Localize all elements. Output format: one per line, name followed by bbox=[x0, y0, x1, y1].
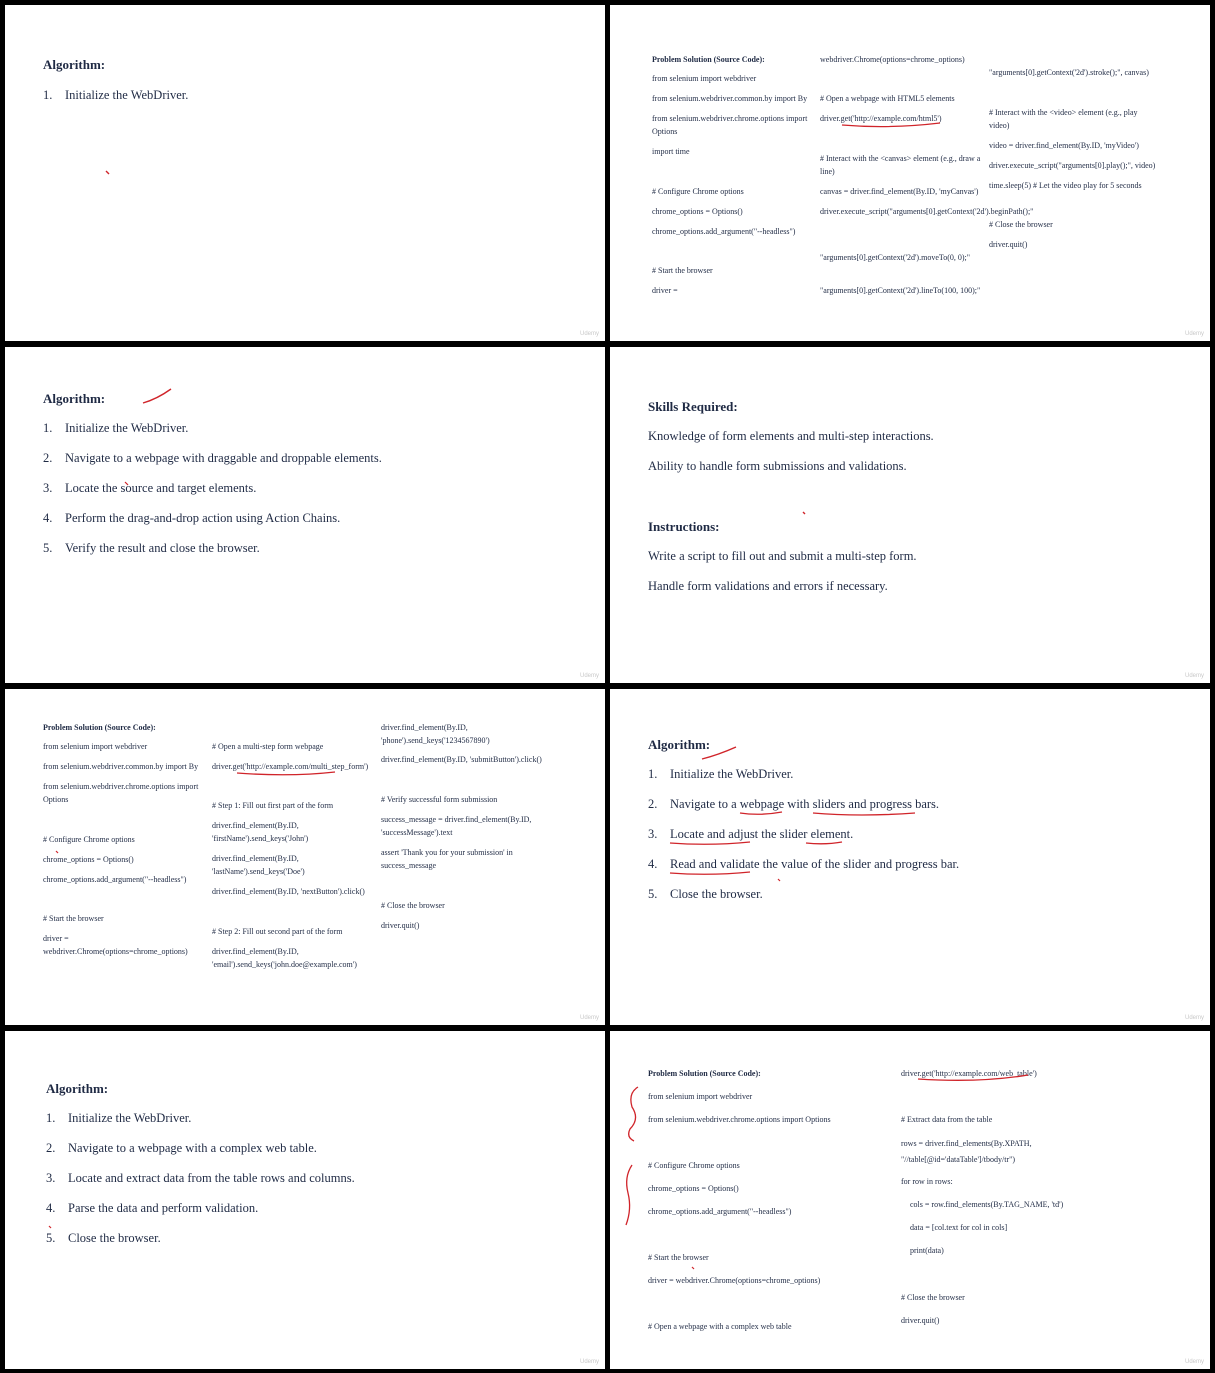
code-comment: # Configure Chrome options bbox=[652, 187, 744, 196]
code-line: driver.find_element(By.ID, 'lastName').send_keys('Doe') bbox=[212, 854, 305, 876]
code-comment: # Verify successful form submission bbox=[381, 795, 498, 804]
step-text: Navigate to a webpage with sliders and progress bars. bbox=[670, 797, 940, 811]
instructions-heading: Instructions: bbox=[648, 519, 720, 534]
step-text: Locate and adjust the slider element. bbox=[670, 827, 854, 841]
slide-heading: Algorithm: bbox=[43, 57, 106, 72]
code-comment: # Configure Chrome options bbox=[648, 1161, 740, 1170]
step-number: 2. bbox=[43, 451, 53, 465]
code-line: driver.find_element(By.ID, 'firstName').send_keys('John') bbox=[212, 821, 309, 843]
step-number: 2. bbox=[648, 797, 658, 811]
step-number: 1. bbox=[648, 767, 658, 781]
code-line: for row in rows: bbox=[901, 1177, 953, 1186]
code-line: chrome_options = Options() bbox=[43, 855, 134, 864]
skill-item: Knowledge of form elements and multi-step interactions. bbox=[648, 429, 934, 443]
slide-1 bbox=[5, 5, 605, 341]
code-comment: # Interact with the <video> element (e.g., play video) bbox=[989, 108, 1138, 130]
slide-6 bbox=[610, 689, 1210, 1025]
code-line: "arguments[0].getContext('2d').moveTo(0, 0);" bbox=[820, 253, 971, 262]
code-line: from selenium.webdriver.common.by import By bbox=[652, 94, 808, 103]
step-number: 4. bbox=[46, 1201, 56, 1215]
watermark: Udemy bbox=[579, 1359, 599, 1365]
slide-8 bbox=[610, 1031, 1210, 1369]
list-item bbox=[43, 481, 256, 496]
code-line: from selenium.webdriver.chrome.options import Options bbox=[652, 114, 808, 136]
code-comment: # Open a webpage with a complex web table bbox=[648, 1322, 792, 1331]
step-number: 3. bbox=[43, 481, 53, 495]
slide-2 bbox=[610, 5, 1210, 341]
code-line: driver.find_element(By.ID, 'phone').send_keys('1234567890') bbox=[381, 723, 490, 745]
code-line: from selenium.webdriver.common.by import By bbox=[43, 762, 199, 771]
code-comment: # Close the browser bbox=[381, 901, 445, 910]
code-line: chrome_options.add_argument("--headless") bbox=[648, 1207, 792, 1216]
red-ink-mark bbox=[5, 5, 605, 341]
list-item bbox=[648, 887, 763, 902]
code-line: chrome_options.add_argument("--headless") bbox=[652, 227, 796, 236]
step-number: 4. bbox=[648, 857, 658, 871]
code-line: from selenium import webdriver bbox=[648, 1092, 753, 1101]
list-item bbox=[46, 1111, 191, 1126]
code-line: chrome_options = Options() bbox=[652, 207, 743, 216]
code-comment: # Start the browser bbox=[43, 914, 104, 923]
step-text: Initialize the WebDriver. bbox=[68, 1111, 192, 1125]
step-number: 1. bbox=[43, 88, 53, 102]
watermark: Udemy bbox=[579, 673, 599, 679]
slide-heading: Algorithm: bbox=[46, 1081, 109, 1096]
code-comment: # Open a multi-step form webpage bbox=[212, 742, 324, 751]
code-line: driver.find_element(By.ID, 'email').send_keys('john.doe@example.com') bbox=[212, 947, 357, 969]
step-text: Navigate to a webpage with a complex web table. bbox=[68, 1141, 317, 1155]
skill-item: Ability to handle form submissions and validations. bbox=[648, 459, 907, 473]
code-line: from selenium import webdriver bbox=[43, 742, 148, 751]
list-item bbox=[46, 1171, 355, 1186]
code-line: driver.find_element(By.ID, 'submitButton').click() bbox=[381, 755, 542, 764]
code-line: driver.quit() bbox=[901, 1316, 940, 1325]
step-text: Verify the result and close the browser. bbox=[65, 541, 260, 555]
code-line: driver.execute_script("arguments[0].play();", video) bbox=[989, 161, 1156, 170]
code-line: success_message = driver.find_element(By.ID, 'successMessage').text bbox=[381, 815, 532, 837]
slide-4 bbox=[610, 347, 1210, 683]
watermark: Udemy bbox=[579, 1015, 599, 1021]
code-line: driver.find_element(By.ID, 'nextButton').click() bbox=[212, 887, 365, 896]
code-line: chrome_options = Options() bbox=[648, 1184, 739, 1193]
code-line: chrome_options.add_argument("--headless") bbox=[43, 875, 187, 884]
code-comment: # Open a webpage with HTML5 elements bbox=[820, 94, 955, 103]
code-line: from selenium import webdriver bbox=[652, 74, 757, 83]
code-title: Problem Solution (Source Code): bbox=[648, 1069, 761, 1078]
step-number: 1. bbox=[43, 421, 53, 435]
watermark: Udemy bbox=[1184, 1015, 1204, 1021]
step-text: Locate and extract data from the table rows and columns. bbox=[68, 1171, 355, 1185]
step-number: 3. bbox=[648, 827, 658, 841]
list-item bbox=[43, 511, 340, 526]
code-comment: # Close the browser bbox=[901, 1293, 965, 1302]
step-number: 5. bbox=[648, 887, 658, 901]
code-title: Problem Solution (Source Code): bbox=[652, 55, 765, 64]
code-line: driver.execute_script("arguments[0].getContext('2d').beginPath();" bbox=[820, 207, 1034, 216]
step-text: Locate the source and target elements. bbox=[65, 481, 257, 495]
list-item bbox=[648, 797, 939, 812]
list-item bbox=[46, 1201, 258, 1216]
slide-heading: Algorithm: bbox=[648, 737, 711, 752]
code-comment: # Start the browser bbox=[652, 266, 713, 275]
code-comment: # Close the browser bbox=[989, 220, 1053, 229]
watermark: Udemy bbox=[1184, 1359, 1204, 1365]
step-text: Read and validate the value of the slider and progress bar. bbox=[670, 857, 960, 871]
code-line: canvas = driver.find_element(By.ID, 'myCanvas') bbox=[820, 187, 979, 196]
step-number: 5. bbox=[46, 1231, 56, 1245]
instruction-item: Handle form validations and errors if necessary. bbox=[648, 579, 888, 593]
slide-heading: Algorithm: bbox=[43, 391, 106, 406]
code-line: driver.quit() bbox=[381, 921, 420, 930]
red-ink-mark bbox=[610, 347, 1210, 683]
step-text: Close the browser. bbox=[670, 887, 763, 901]
watermark: Udemy bbox=[579, 331, 599, 337]
step-number: 3. bbox=[46, 1171, 56, 1185]
list-item bbox=[46, 1141, 317, 1156]
code-line: time.sleep(5) # Let the video play for 5 seconds bbox=[989, 181, 1142, 190]
list-item bbox=[648, 827, 853, 842]
step-number: 1. bbox=[46, 1111, 56, 1125]
step-text: Initialize the WebDriver. bbox=[65, 421, 189, 435]
code-comment: # Configure Chrome options bbox=[43, 835, 135, 844]
code-line: print(data) bbox=[910, 1246, 944, 1255]
skills-heading: Skills Required: bbox=[648, 399, 738, 414]
code-line: data = [col.text for col in cols] bbox=[910, 1223, 1008, 1232]
code-comment: # Start the browser bbox=[648, 1253, 709, 1262]
list-item bbox=[43, 541, 260, 556]
step-text: Perform the drag-and-drop action using Action Chains. bbox=[65, 511, 341, 525]
step-text: Parse the data and perform validation. bbox=[68, 1201, 259, 1215]
step-text: Initialize the WebDriver. bbox=[65, 88, 189, 102]
slide-5 bbox=[5, 689, 605, 1025]
step-number: 2. bbox=[46, 1141, 56, 1155]
code-line: from selenium.webdriver.chrome.options import Options bbox=[43, 782, 199, 804]
code-line: driver = bbox=[652, 286, 678, 295]
code-line: "arguments[0].getContext('2d').lineTo(100, 100);" bbox=[820, 286, 981, 295]
list-item bbox=[648, 767, 793, 782]
code-line: "arguments[0].getContext('2d').stroke();", canvas) bbox=[989, 68, 1149, 77]
code-line: rows = driver.find_elements(By.XPATH, "//table[@id='dataTable']/tbody/tr") bbox=[901, 1139, 1032, 1164]
code-line: driver.quit() bbox=[989, 240, 1028, 249]
watermark: Udemy bbox=[1184, 673, 1204, 679]
code-line: video = driver.find_element(By.ID, 'myVideo') bbox=[989, 141, 1139, 150]
code-comment: # Extract data from the table bbox=[901, 1115, 993, 1124]
list-item bbox=[46, 1231, 161, 1246]
code-line: driver.get('http://example.com/html5') bbox=[820, 114, 942, 123]
code-comment: # Interact with the <canvas> element (e.g., draw a line) bbox=[820, 154, 981, 176]
code-comment: # Step 2: Fill out second part of the form bbox=[212, 927, 343, 936]
code-line: import time bbox=[652, 147, 690, 156]
code-comment: # Step 1: Fill out first part of the form bbox=[212, 801, 334, 810]
list-item bbox=[43, 451, 382, 466]
code-line: driver.get('http://example.com/web_table') bbox=[901, 1069, 1037, 1078]
step-text: Close the browser. bbox=[68, 1231, 161, 1245]
step-number: 5. bbox=[43, 541, 53, 555]
instruction-item: Write a script to fill out and submit a multi-step form. bbox=[648, 549, 917, 563]
code-line: driver = webdriver.Chrome(options=chrome_options) bbox=[648, 1276, 821, 1285]
code-line: driver = webdriver.Chrome(options=chrome_options) bbox=[43, 934, 188, 956]
slide-3 bbox=[5, 347, 605, 683]
list-item bbox=[648, 857, 959, 872]
list-item bbox=[43, 88, 188, 103]
watermark: Udemy bbox=[1184, 331, 1204, 337]
code-title: Problem Solution (Source Code): bbox=[43, 723, 156, 732]
code-line: driver.get('http://example.com/multi_step_form') bbox=[212, 762, 369, 771]
step-number: 4. bbox=[43, 511, 53, 525]
slide-7 bbox=[5, 1031, 605, 1369]
list-item bbox=[43, 421, 188, 436]
code-line: webdriver.Chrome(options=chrome_options) bbox=[820, 55, 965, 64]
step-text: Initialize the WebDriver. bbox=[670, 767, 794, 781]
code-line: cols = row.find_elements(By.TAG_NAME, 'td') bbox=[910, 1200, 1064, 1209]
code-line: from selenium.webdriver.chrome.options import Options bbox=[648, 1115, 831, 1124]
code-line: assert 'Thank you for your submission' in success_message bbox=[381, 848, 513, 870]
step-text: Navigate to a webpage with draggable and droppable elements. bbox=[65, 451, 382, 465]
